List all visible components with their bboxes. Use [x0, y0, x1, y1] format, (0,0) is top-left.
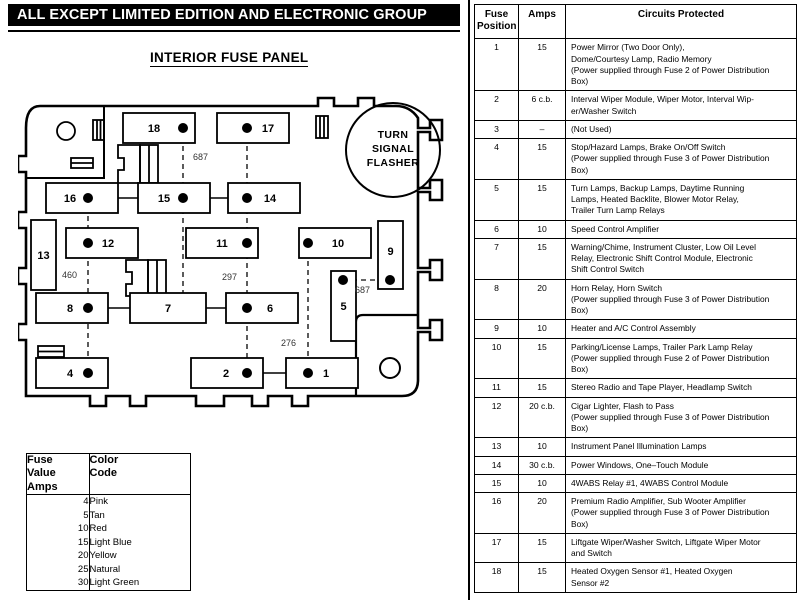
legend-values-row	[27, 495, 190, 590]
fuse-slot-16-label: 16	[63, 193, 77, 205]
legend-color-column	[89, 495, 190, 590]
legend-amps-value: 20	[77, 550, 89, 562]
flasher-label-line2: SIGNAL	[371, 143, 415, 155]
fuse-slot-15-label: 15	[157, 193, 171, 205]
column-header-amps: Amps	[519, 5, 566, 39]
table-row	[475, 91, 797, 121]
legend-color-value: Light Blue	[89, 536, 132, 548]
cell-circuits-protected	[566, 39, 797, 91]
connector-slot-bottom-left	[38, 346, 64, 357]
table-row	[475, 533, 797, 563]
cell-fuse-position: 2	[475, 91, 519, 121]
connector-pins-flasher	[316, 116, 328, 138]
fuse-slot-6-label: 6	[266, 303, 274, 315]
fuse-slot-7[interactable]	[130, 293, 206, 323]
fuse-slot-14-label: 14	[263, 193, 277, 205]
legend-color-value: Red	[89, 523, 107, 535]
cell-fuse-position: 5	[475, 179, 519, 220]
circuit-line: Cigar Lighter, Flash to Pass	[571, 400, 674, 411]
fuse-slot-17-label: 17	[261, 123, 275, 135]
mounting-hole-top-left	[57, 122, 75, 140]
circuit-line: (Power supplied through Fuse 3 of Power Distribution	[571, 153, 770, 164]
fuse-table-head	[475, 5, 797, 39]
circuit-line: Relay, Electronic Shift Control Module, Electronic	[571, 253, 753, 264]
legend-header-row	[27, 454, 190, 495]
circuit-line: Box)	[571, 364, 589, 375]
cell-fuse-position: 9	[475, 320, 519, 338]
fuse-slot-1-label: 1	[322, 368, 330, 380]
fuse-terminal-5	[338, 275, 348, 285]
circuit-line: Dome/Courtesy Lamp, Radio Memory	[571, 53, 712, 64]
legend-color-value: Pink	[89, 496, 108, 508]
cell-circuits-protected	[566, 120, 797, 138]
circuit-line: Box)	[571, 518, 589, 529]
cell-amps: 15	[519, 338, 566, 379]
cell-circuits-protected	[566, 493, 797, 534]
cell-circuits-protected	[566, 563, 797, 593]
cell-fuse-position: 3	[475, 120, 519, 138]
circuit-line: Liftgate Wiper/Washer Switch, Liftgate Wiper Motor	[571, 536, 761, 547]
cell-fuse-position: 18	[475, 563, 519, 593]
fuse-slot-6[interactable]	[226, 293, 298, 323]
cell-fuse-position: 8	[475, 279, 519, 320]
cell-fuse-position: 4	[475, 139, 519, 180]
circuit-line: Heater and A/C Control Assembly	[571, 323, 696, 334]
circuit-line: Sensor #2	[571, 577, 610, 588]
circuit-line: Instrument Panel Illumination Lamps	[571, 441, 707, 452]
cell-circuits-protected	[566, 456, 797, 474]
cell-circuits-protected	[566, 474, 797, 492]
fuse-slot-13-label: 13	[37, 250, 50, 262]
wire-label-687-top: 687	[193, 152, 209, 162]
cell-amps: 15	[519, 179, 566, 220]
circuit-line: Box)	[571, 423, 589, 434]
legend-body	[27, 495, 190, 590]
circuit-line: (Power supplied through Fuse 3 of Power Distribution	[571, 507, 770, 518]
table-row	[475, 438, 797, 456]
cell-fuse-position: 12	[475, 397, 519, 438]
cell-amps: 20	[519, 493, 566, 534]
fuse-table-pane	[470, 0, 800, 600]
fuse-slot-2[interactable]	[191, 358, 263, 388]
circuit-line: Power Windows, One–Touch Module	[571, 459, 709, 470]
legend-header-amps-line2: Value	[27, 467, 56, 480]
fuse-slot-16[interactable]	[46, 183, 118, 213]
table-row	[475, 279, 797, 320]
legend-amps-value: 5	[83, 509, 89, 521]
cell-amps: 10	[519, 474, 566, 492]
cell-amps: 6 c.b.	[519, 91, 566, 121]
cell-circuits-protected	[566, 179, 797, 220]
fuse-terminal-9	[385, 275, 395, 285]
legend-header-amps-line1: Fuse	[27, 454, 53, 466]
circuit-line: Stereo Radio and Tape Player, Headlamp Switch	[571, 382, 752, 393]
flasher-label-line3: FLASHER	[366, 157, 420, 169]
fuse-circuits-table	[474, 4, 797, 593]
jumper-links	[108, 198, 286, 373]
circuit-line: Interval Wiper Module, Wiper Motor, Interval Wip-	[571, 94, 754, 105]
circuit-line: Horn Relay, Horn Switch	[571, 282, 663, 293]
fuse-slot-8[interactable]	[36, 293, 108, 323]
fuse-slot-11-label: 11	[216, 238, 228, 250]
panel-inner-cutout	[356, 315, 418, 396]
circuit-line: (Power supplied through Fuse 2 of Power Distribution	[571, 64, 770, 75]
interior-fuse-panel-diagram	[18, 88, 448, 428]
cell-fuse-position: 1	[475, 39, 519, 91]
fuse-terminal-1	[303, 368, 313, 378]
fuse-table-header-row	[475, 5, 797, 39]
legend-amps-value: 10	[77, 523, 89, 535]
connector-pins-upper	[93, 120, 104, 140]
circuit-line: Box)	[571, 76, 589, 87]
cell-amps: 15	[519, 563, 566, 593]
cell-amps: 10	[519, 220, 566, 238]
fuse-slot-10-label: 10	[331, 238, 345, 250]
circuit-line: (Not Used)	[571, 123, 612, 134]
fuse-terminal-8	[83, 303, 93, 313]
title-divider	[8, 30, 460, 32]
circuit-line: Turn Lamps, Backup Lamps, Daytime Running	[571, 182, 745, 193]
fuse-slot-1[interactable]	[286, 358, 358, 388]
cell-amps: 10	[519, 320, 566, 338]
circuit-line: 4WABS Relay #1, 4WABS Control Module	[571, 477, 729, 488]
table-row	[475, 379, 797, 397]
cell-fuse-position: 16	[475, 493, 519, 534]
cell-amps: 15	[519, 139, 566, 180]
legend-color-value: Yellow	[89, 550, 117, 562]
table-row	[475, 474, 797, 492]
fuse-slot-12-label: 12	[101, 238, 115, 250]
page-title: INTERIOR FUSE PANEL	[150, 50, 309, 65]
circuit-line: (Power supplied through Fuse 3 of Power Distribution	[571, 293, 770, 304]
legend-header-color	[89, 454, 190, 495]
cell-fuse-position: 15	[475, 474, 519, 492]
fuse-terminal-15	[178, 193, 188, 203]
circuit-line: Box)	[571, 164, 589, 175]
legend-head	[27, 454, 190, 495]
legend-amps-value: 4	[83, 496, 89, 508]
cell-circuits-protected	[566, 533, 797, 563]
legend-header-color-line2: Code	[89, 467, 117, 480]
cell-amps: –	[519, 120, 566, 138]
circuit-line: Speed Control Amplifier	[571, 223, 659, 234]
cell-circuits-protected	[566, 220, 797, 238]
fuse-terminal-14	[242, 193, 252, 203]
fuse-slot-5-label: 5	[340, 301, 347, 313]
legend-header-amps-line3: Amps	[27, 480, 58, 493]
table-row	[475, 39, 797, 91]
table-row	[475, 338, 797, 379]
legend-header-amps	[27, 454, 89, 495]
cell-amps: 15	[519, 379, 566, 397]
fuse-slot-11[interactable]	[186, 228, 258, 258]
mounting-hole-bottom-right	[380, 358, 400, 378]
fuse-slot-7-label: 7	[164, 303, 172, 315]
column-header-fuse-position	[475, 5, 519, 39]
fuse-slot-9[interactable]	[378, 221, 403, 289]
cell-circuits-protected	[566, 91, 797, 121]
fuse-slot-4[interactable]	[36, 358, 108, 388]
fuse-slot-15[interactable]	[138, 183, 210, 213]
cell-circuits-protected	[566, 379, 797, 397]
wire-label-276: 276	[281, 338, 297, 348]
cell-fuse-position: 10	[475, 338, 519, 379]
table-row	[475, 320, 797, 338]
cell-fuse-position: 17	[475, 533, 519, 563]
cell-circuits-protected	[566, 238, 797, 279]
fuse-slot-18-label: 18	[147, 123, 161, 135]
column-header-fuse-position-line2: Position	[477, 21, 517, 33]
cell-fuse-position: 7	[475, 238, 519, 279]
cell-fuse-position: 14	[475, 456, 519, 474]
table-row	[475, 139, 797, 180]
fuse-terminal-18	[178, 123, 188, 133]
circuit-line: Lamps, Heated Backlite, Blower Motor Relay,	[571, 194, 739, 205]
fuse-slot-2-label: 2	[222, 368, 230, 380]
circuit-line: Box)	[571, 305, 589, 316]
cell-amps: 15	[519, 533, 566, 563]
fuse-color-code-legend	[26, 453, 191, 591]
legend-amps-value: 30	[77, 577, 89, 589]
circuit-line: Heated Oxygen Sensor #1, Heated Oxygen	[571, 566, 733, 577]
table-row	[475, 563, 797, 593]
table-row	[475, 493, 797, 534]
legend-color-value: Light Green	[89, 577, 140, 589]
cell-circuits-protected	[566, 139, 797, 180]
cell-amps: 30 c.b.	[519, 456, 566, 474]
fuse-slot-17[interactable]	[217, 113, 289, 143]
wire-label-297: 297	[222, 272, 238, 282]
legend-amps-value: 15	[77, 536, 89, 548]
table-row	[475, 397, 797, 438]
circuit-line: Power Mirror (Two Door Only),	[571, 42, 685, 53]
cell-circuits-protected	[566, 397, 797, 438]
cell-fuse-position: 13	[475, 438, 519, 456]
column-header-fuse-position-line1: Fuse	[484, 9, 509, 20]
cell-fuse-position: 11	[475, 379, 519, 397]
circuit-line: er/Washer Switch	[571, 105, 637, 116]
circuit-line: Trailer Turn Lamp Relays	[571, 205, 665, 216]
circuit-line: Shift Control Switch	[571, 264, 645, 275]
cell-circuits-protected	[566, 320, 797, 338]
relay-block-lower	[126, 260, 166, 296]
circuit-line: (Power supplied through Fuse 2 of Power Distribution	[571, 352, 770, 363]
legend-header-color-line1: Color	[89, 454, 119, 466]
document-title-banner: ALL EXCEPT LIMITED EDITION AND ELECTRONIC GROUP	[8, 4, 460, 26]
cell-amps: 20 c.b.	[519, 397, 566, 438]
connector-slot-top-left	[71, 158, 93, 168]
cell-amps: 15	[519, 39, 566, 91]
fuse-slot-12[interactable]	[66, 228, 138, 258]
fuse-terminal-2	[242, 368, 252, 378]
circuit-line: and Switch	[571, 548, 612, 559]
table-row	[475, 220, 797, 238]
fuse-slot-10[interactable]	[299, 228, 371, 258]
column-header-circuits: Circuits Protected	[566, 5, 797, 39]
fuse-slot-8-label: 8	[66, 303, 74, 315]
table-row	[475, 238, 797, 279]
circuit-line: Stop/Hazard Lamps, Brake On/Off Switch	[571, 142, 726, 153]
fuse-slot-14[interactable]	[228, 183, 300, 213]
legend-amps-column	[27, 495, 89, 590]
fuse-slot-9-label: 9	[387, 246, 394, 258]
cell-fuse-position: 6	[475, 220, 519, 238]
cell-amps: 10	[519, 438, 566, 456]
fuse-terminal-12	[83, 238, 93, 248]
wire-label-687-mid: 687	[355, 285, 371, 295]
legend-color-value: Natural	[89, 563, 121, 575]
flasher-label-line1: TURN	[377, 129, 409, 141]
circuit-line: Parking/License Lamps, Trailer Park Lamp Relay	[571, 341, 753, 352]
fuse-terminal-17	[242, 123, 252, 133]
circuit-line: Premium Radio Amplifier, Sub Wooter Amplifier	[571, 496, 746, 507]
fuse-terminal-10	[303, 238, 313, 248]
table-row	[475, 456, 797, 474]
fuse-terminal-16	[83, 193, 93, 203]
table-row	[475, 120, 797, 138]
fuse-table-body	[475, 39, 797, 593]
legend-table	[27, 454, 190, 590]
cell-amps: 15	[519, 238, 566, 279]
fuse-terminal-4	[83, 368, 93, 378]
legend-amps-value: 25	[77, 563, 89, 575]
cell-circuits-protected	[566, 338, 797, 379]
relay-block-upper	[118, 145, 158, 183]
cell-amps: 20	[519, 279, 566, 320]
fuse-terminal-6	[242, 303, 252, 313]
circuit-line: (Power supplied through Fuse 3 of Power Distribution	[571, 411, 770, 422]
fuse-slot-5[interactable]	[331, 271, 356, 341]
wire-label-460: 460	[62, 270, 78, 280]
fuse-slot-13[interactable]	[31, 220, 56, 290]
cell-circuits-protected	[566, 438, 797, 456]
cell-circuits-protected	[566, 279, 797, 320]
table-row	[475, 179, 797, 220]
legend-color-value: Tan	[89, 509, 105, 521]
fuse-slot-18[interactable]	[123, 113, 195, 143]
fuse-terminal-11	[242, 238, 252, 248]
fuse-slot-4-label: 4	[66, 368, 74, 380]
circuit-line: Warning/Chime, Instrument Cluster, Low Oil Level	[571, 241, 756, 252]
